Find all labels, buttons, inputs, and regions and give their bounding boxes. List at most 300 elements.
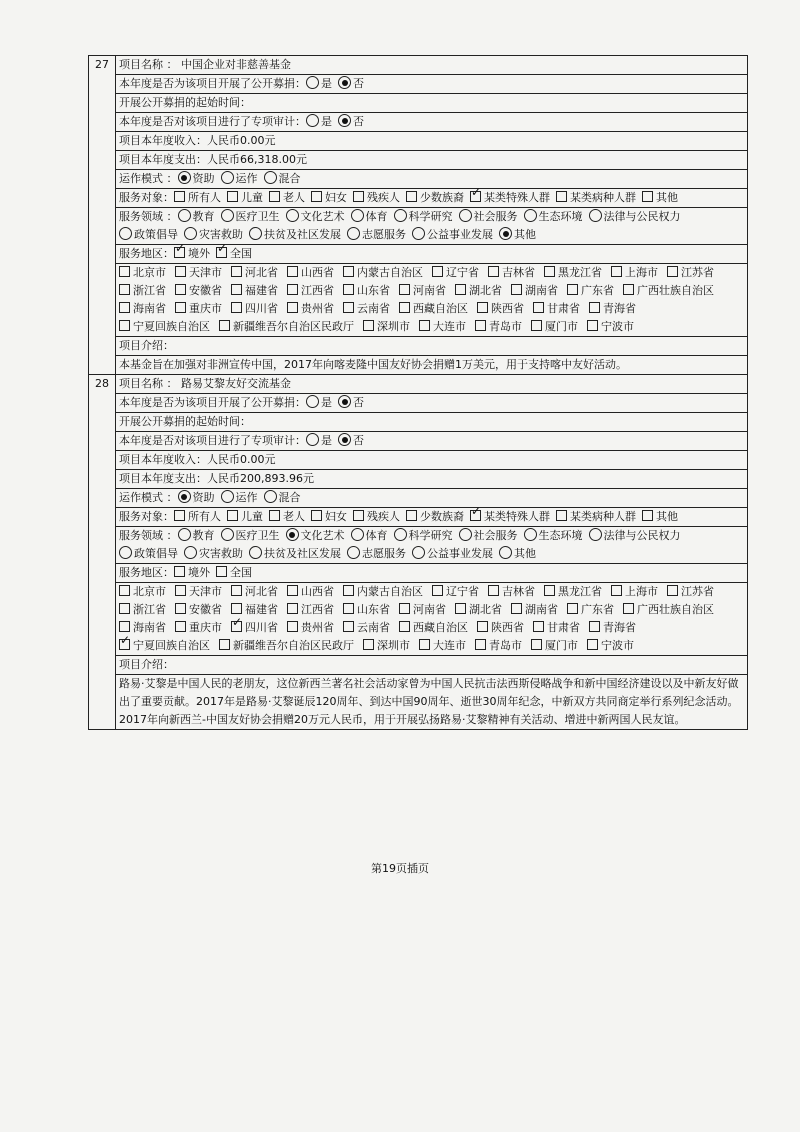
region-option-label: 甘肃省 xyxy=(547,302,580,315)
checkbox-icon xyxy=(175,266,186,277)
region-option-label: 内蒙古自治区 xyxy=(357,266,423,279)
field-option-label: 文化艺术 xyxy=(300,210,345,223)
checkbox-icon xyxy=(667,266,678,277)
region-option-label: 安徽省 xyxy=(189,284,222,297)
region-option[interactable] xyxy=(343,264,423,282)
region-option[interactable] xyxy=(432,264,479,282)
field-option-label: 公益事业发展 xyxy=(427,228,493,241)
region-option-label: 厦门市 xyxy=(545,639,578,652)
checkbox-icon xyxy=(556,510,567,521)
field-option[interactable] xyxy=(178,208,215,226)
radio-icon xyxy=(589,528,602,541)
target-option[interactable] xyxy=(227,508,263,526)
intro-label: 项目介绍： xyxy=(119,658,174,671)
region-option-label: 四川省 xyxy=(245,621,278,634)
field-option[interactable] xyxy=(412,545,493,563)
field-option[interactable] xyxy=(184,226,243,244)
region-option[interactable] xyxy=(343,601,390,619)
region-option-label: 湖北省 xyxy=(469,284,502,297)
region-option[interactable] xyxy=(611,583,658,601)
region-option[interactable] xyxy=(589,619,636,637)
region-option[interactable] xyxy=(567,282,614,300)
region-option[interactable] xyxy=(231,300,278,318)
checkbox-icon xyxy=(611,266,622,277)
region-option-label: 大连市 xyxy=(433,320,466,333)
radio-icon xyxy=(306,395,319,408)
checkbox-icon xyxy=(363,639,374,650)
region-option[interactable] xyxy=(175,619,222,637)
checkbox-icon xyxy=(589,621,600,632)
radio-icon xyxy=(221,528,234,541)
area-option[interactable] xyxy=(174,245,210,263)
checkbox-icon xyxy=(399,284,410,295)
checkbox-icon xyxy=(343,266,354,277)
checkbox-icon xyxy=(399,621,410,632)
income: 项目本年度收入：人民币0.00元 xyxy=(119,453,276,466)
record-cell xyxy=(116,432,748,451)
target-option-label: 某类特殊人群 xyxy=(484,510,550,523)
region-option-label: 陕西省 xyxy=(491,302,524,315)
region-option[interactable] xyxy=(343,583,423,601)
region-option[interactable] xyxy=(231,282,278,300)
region-option[interactable] xyxy=(667,264,714,282)
region-option-label: 广东省 xyxy=(581,284,614,297)
field-option-label: 生态环境 xyxy=(538,529,583,542)
record-cell xyxy=(116,394,748,413)
income: 项目本年度收入：人民币0.00元 xyxy=(119,134,276,147)
mode-option[interactable] xyxy=(178,170,215,188)
region-option[interactable] xyxy=(623,282,714,300)
area-option[interactable] xyxy=(174,564,210,582)
region-option-label: 湖南省 xyxy=(525,603,558,616)
checkbox-icon xyxy=(363,320,374,331)
checkbox-icon xyxy=(174,247,185,258)
target-option-label: 少数族裔 xyxy=(420,191,464,204)
checkbox-icon xyxy=(343,302,354,313)
region-option[interactable] xyxy=(419,637,466,655)
area-option[interactable] xyxy=(216,245,252,263)
region-option-label: 河南省 xyxy=(413,284,446,297)
target-option[interactable] xyxy=(269,508,305,526)
checkbox-icon xyxy=(488,266,499,277)
region-option-label: 云南省 xyxy=(357,302,390,315)
record-cell xyxy=(116,508,748,527)
fundraise-yes[interactable] xyxy=(306,75,332,93)
target-option[interactable] xyxy=(174,189,221,207)
checkbox-icon xyxy=(531,639,542,650)
mode-option[interactable] xyxy=(264,170,301,188)
region-option[interactable] xyxy=(623,601,714,619)
fundraise-yes[interactable] xyxy=(306,394,332,412)
region-option[interactable] xyxy=(587,318,634,336)
region-option-label: 广东省 xyxy=(581,603,614,616)
region-option[interactable] xyxy=(611,264,658,282)
field-option-label: 扶贫及社区发展 xyxy=(264,547,341,560)
region-option-label: 四川省 xyxy=(245,302,278,315)
checkbox-icon xyxy=(343,621,354,632)
checkbox-icon xyxy=(533,302,544,313)
checkbox-icon xyxy=(231,302,242,313)
target-option-label: 某类病种人群 xyxy=(570,510,636,523)
field-option[interactable] xyxy=(394,208,453,226)
field-option[interactable] xyxy=(119,545,178,563)
checkbox-icon xyxy=(119,284,130,295)
region-option[interactable] xyxy=(175,583,222,601)
checkbox-icon xyxy=(216,566,227,577)
target-option[interactable] xyxy=(311,189,347,207)
region-option[interactable] xyxy=(287,619,334,637)
region-option[interactable] xyxy=(544,264,602,282)
region-option[interactable] xyxy=(219,318,354,336)
field-option-label: 志愿服务 xyxy=(362,228,406,241)
field-option[interactable] xyxy=(499,226,536,244)
record-cell xyxy=(116,208,748,245)
radio-icon xyxy=(412,227,425,240)
region-option[interactable] xyxy=(343,300,390,318)
fields-label: 服务领域 ： xyxy=(119,529,178,542)
field-option-label: 文化艺术 xyxy=(300,529,345,542)
record-cell xyxy=(116,245,748,264)
field-option-label: 教育 xyxy=(192,529,215,542)
fundraise-no[interactable] xyxy=(338,75,364,93)
region-option[interactable] xyxy=(119,583,166,601)
checkbox-icon xyxy=(119,603,130,614)
audit-yes[interactable] xyxy=(306,113,332,131)
region-option[interactable] xyxy=(432,583,479,601)
region-option[interactable] xyxy=(287,282,334,300)
region-option[interactable] xyxy=(287,264,334,282)
field-option[interactable] xyxy=(347,226,406,244)
field-option[interactable] xyxy=(351,208,388,226)
region-option[interactable] xyxy=(531,318,578,336)
region-option[interactable] xyxy=(119,282,166,300)
checkbox-icon xyxy=(287,266,298,277)
field-option-label: 科学研究 xyxy=(408,529,453,542)
region-option-label: 北京市 xyxy=(133,266,166,279)
record-cell xyxy=(116,132,748,151)
region-option[interactable] xyxy=(363,318,410,336)
field-option[interactable] xyxy=(394,527,453,545)
checkbox-icon xyxy=(231,585,242,596)
field-option[interactable] xyxy=(184,545,243,563)
region-option-label: 新疆维吾尔自治区民政厅 xyxy=(233,639,354,652)
region-option[interactable] xyxy=(231,583,278,601)
region-option[interactable] xyxy=(477,300,524,318)
radio-icon xyxy=(306,433,319,446)
audit-no-label: 否 xyxy=(353,115,364,128)
region-option[interactable] xyxy=(531,637,578,655)
region-option[interactable] xyxy=(175,282,222,300)
target-option[interactable] xyxy=(353,508,400,526)
radio-icon xyxy=(347,227,360,240)
region-option[interactable] xyxy=(363,637,410,655)
record-cell xyxy=(116,489,748,508)
region-option-label: 青岛市 xyxy=(489,639,522,652)
audit-no[interactable] xyxy=(338,432,364,450)
region-option[interactable] xyxy=(544,583,602,601)
region-option[interactable] xyxy=(119,300,166,318)
region-option[interactable] xyxy=(119,601,166,619)
fundraise-yes-label: 是 xyxy=(321,396,332,409)
report-sheet xyxy=(88,55,748,730)
checkbox-icon xyxy=(343,284,354,295)
region-option[interactable] xyxy=(287,300,334,318)
record-cell xyxy=(116,470,748,489)
fundraise-start: 开展公开募捐的起始时间： xyxy=(119,96,251,109)
region-option-label: 宁波市 xyxy=(601,639,634,652)
target-option[interactable] xyxy=(556,508,636,526)
record-cell xyxy=(116,375,748,394)
checkbox-icon xyxy=(175,621,186,632)
record-cell xyxy=(116,75,748,94)
field-option[interactable] xyxy=(286,208,345,226)
radio-icon xyxy=(178,490,191,503)
field-option[interactable] xyxy=(499,545,536,563)
checkbox-icon xyxy=(642,191,653,202)
target-option-label: 残疾人 xyxy=(367,191,400,204)
checkbox-icon xyxy=(455,603,466,614)
field-option-label: 体育 xyxy=(365,529,388,542)
region-option-label: 厦门市 xyxy=(545,320,578,333)
field-option[interactable] xyxy=(459,208,518,226)
region-option[interactable] xyxy=(399,282,446,300)
field-option[interactable] xyxy=(119,226,178,244)
checkbox-icon xyxy=(475,639,486,650)
field-option-label: 教育 xyxy=(192,210,215,223)
region-option[interactable] xyxy=(567,601,614,619)
checkbox-icon xyxy=(119,302,130,313)
region-option-label: 江西省 xyxy=(301,284,334,297)
field-option[interactable] xyxy=(459,527,518,545)
record-cell xyxy=(116,113,748,132)
region-option-label: 广西壮族自治区 xyxy=(637,603,714,616)
checkbox-icon xyxy=(477,302,488,313)
region-option-label: 河北省 xyxy=(245,266,278,279)
target-option[interactable] xyxy=(556,189,636,207)
targets-label: 服务对象： xyxy=(119,510,174,523)
area-label: 服务地区： xyxy=(119,247,174,260)
checkbox-icon xyxy=(587,320,598,331)
radio-icon xyxy=(306,76,319,89)
field-option[interactable] xyxy=(249,545,341,563)
region-option[interactable] xyxy=(455,601,502,619)
radio-icon xyxy=(338,395,351,408)
region-option[interactable] xyxy=(231,619,278,637)
region-option[interactable] xyxy=(488,264,535,282)
target-option-label: 某类病种人群 xyxy=(570,191,636,204)
region-option-label: 辽宁省 xyxy=(446,266,479,279)
radio-icon xyxy=(119,546,132,559)
fields-label: 服务领域 ： xyxy=(119,210,178,223)
radio-icon xyxy=(499,227,512,240)
region-option-label: 重庆市 xyxy=(189,621,222,634)
target-option[interactable] xyxy=(642,189,678,207)
radio-icon xyxy=(178,171,191,184)
region-list xyxy=(119,583,744,655)
target-option[interactable] xyxy=(470,189,550,207)
checkbox-icon xyxy=(623,603,634,614)
checkbox-icon xyxy=(119,266,130,277)
mode-option[interactable] xyxy=(264,489,301,507)
checkbox-icon xyxy=(219,639,230,650)
audit-question: 本年度是否对该项目进行了专项审计： xyxy=(119,434,306,447)
field-option[interactable] xyxy=(351,527,388,545)
region-option[interactable] xyxy=(511,601,558,619)
checkbox-icon xyxy=(287,302,298,313)
fundraise-question: 本年度是否为该项目开展了公开募捐： xyxy=(119,77,306,90)
region-option[interactable] xyxy=(477,619,524,637)
field-option[interactable] xyxy=(589,208,681,226)
target-option[interactable] xyxy=(406,189,464,207)
target-option[interactable] xyxy=(353,189,400,207)
field-option[interactable] xyxy=(589,527,681,545)
radio-icon xyxy=(221,209,234,222)
project-intro: 本基金旨在加强对非洲宣传中国，2017年向喀麦隆中国友好协会捐赠1万美元，用于支持喀中友好活动。 xyxy=(119,358,627,371)
region-option[interactable] xyxy=(455,282,502,300)
mode-option[interactable] xyxy=(221,170,258,188)
region-option-label: 山西省 xyxy=(301,585,334,598)
region-option-label: 青海省 xyxy=(603,621,636,634)
region-option[interactable] xyxy=(511,282,558,300)
field-option[interactable] xyxy=(524,527,583,545)
region-option[interactable] xyxy=(175,300,222,318)
target-option[interactable] xyxy=(227,189,263,207)
project-name: 中国企业对非慈善基金 xyxy=(181,58,291,71)
region-option[interactable] xyxy=(475,318,522,336)
audit-yes[interactable] xyxy=(306,432,332,450)
target-option[interactable] xyxy=(470,508,550,526)
region-option[interactable] xyxy=(533,619,580,637)
project-table xyxy=(88,55,748,730)
mode-option-label: 运作 xyxy=(235,491,258,504)
region-option-label: 天津市 xyxy=(189,266,222,279)
field-option-label: 医疗卫生 xyxy=(235,210,280,223)
record-cell xyxy=(116,451,748,470)
area-option[interactable] xyxy=(216,564,252,582)
checkbox-icon xyxy=(611,585,622,596)
region-option[interactable] xyxy=(419,318,466,336)
target-option[interactable] xyxy=(174,508,221,526)
region-option[interactable] xyxy=(475,637,522,655)
region-option-label: 陕西省 xyxy=(491,621,524,634)
region-option[interactable] xyxy=(587,637,634,655)
target-option-label: 其他 xyxy=(656,191,678,204)
mode-option[interactable] xyxy=(221,489,258,507)
field-option[interactable] xyxy=(178,527,215,545)
field-option[interactable] xyxy=(286,527,345,545)
field-option-label: 生态环境 xyxy=(538,210,583,223)
project-intro: 路易·艾黎是中国人民的老朋友，这位新西兰著名社会活动家曾为中国人民抗击法西斯侵略战争和新中国经济建设以及中新友好做出了重要贡献。2017年是路易·艾黎诞辰120周年、到达中国90周年、逝世30周年纪念，中新双方共同商定举行系列纪念活动。2017年向新西兰-中国友好协会捐赠20万元人民币，用于开展弘扬路易·艾黎精神有关活动、增进中新两国人民友谊。 xyxy=(119,677,739,726)
region-option[interactable] xyxy=(667,583,714,601)
record-cell xyxy=(116,675,748,730)
radio-icon xyxy=(286,528,299,541)
field-option-label: 灾害救助 xyxy=(199,547,243,560)
field-option-label: 灾害救助 xyxy=(199,228,243,241)
region-option[interactable] xyxy=(488,583,535,601)
checkbox-icon xyxy=(406,191,417,202)
region-option[interactable] xyxy=(343,619,390,637)
field-option-label: 扶贫及社区发展 xyxy=(264,228,341,241)
region-option-label: 天津市 xyxy=(189,585,222,598)
audit-no[interactable] xyxy=(338,113,364,131)
checkbox-icon xyxy=(311,510,322,521)
region-option-label: 大连市 xyxy=(433,639,466,652)
field-option[interactable] xyxy=(412,226,493,244)
field-option[interactable] xyxy=(524,208,583,226)
region-option-label: 湖南省 xyxy=(525,284,558,297)
region-option[interactable] xyxy=(231,264,278,282)
fundraise-start: 开展公开募捐的起始时间： xyxy=(119,415,251,428)
target-option[interactable] xyxy=(406,508,464,526)
checkbox-icon xyxy=(419,639,430,650)
checkbox-icon xyxy=(311,191,322,202)
region-option[interactable] xyxy=(399,300,468,318)
target-option[interactable] xyxy=(311,508,347,526)
region-option[interactable] xyxy=(287,601,334,619)
region-list xyxy=(119,264,744,336)
radio-icon xyxy=(264,171,277,184)
checkbox-icon xyxy=(544,585,555,596)
checkbox-icon xyxy=(488,585,499,596)
region-option-label: 黑龙江省 xyxy=(558,585,602,598)
field-option[interactable] xyxy=(347,545,406,563)
region-option[interactable] xyxy=(119,264,166,282)
radio-icon xyxy=(351,209,364,222)
field-option[interactable] xyxy=(221,527,280,545)
region-option-label: 吉林省 xyxy=(502,266,535,279)
target-option-label: 老人 xyxy=(283,510,305,523)
radio-icon xyxy=(338,114,351,127)
region-option[interactable] xyxy=(175,601,222,619)
radio-icon xyxy=(589,209,602,222)
region-option[interactable] xyxy=(533,300,580,318)
region-option[interactable] xyxy=(119,318,210,336)
audit-yes-label: 是 xyxy=(321,434,332,447)
region-option[interactable] xyxy=(175,264,222,282)
target-option[interactable] xyxy=(269,189,305,207)
checkbox-icon xyxy=(227,191,238,202)
region-option[interactable] xyxy=(399,619,468,637)
field-option-label: 其他 xyxy=(514,228,536,241)
target-option[interactable] xyxy=(642,508,678,526)
field-option[interactable] xyxy=(249,226,341,244)
field-option-label: 社会服务 xyxy=(473,210,518,223)
region-option[interactable] xyxy=(399,601,446,619)
field-option[interactable] xyxy=(221,208,280,226)
checkbox-icon xyxy=(399,603,410,614)
fundraise-no[interactable] xyxy=(338,394,364,412)
mode-option[interactable] xyxy=(178,489,215,507)
radio-icon xyxy=(338,433,351,446)
checkbox-icon xyxy=(231,284,242,295)
region-option[interactable] xyxy=(119,637,210,655)
target-option-label: 儿童 xyxy=(241,191,263,204)
expense: 项目本年度支出：人民币200,893.96元 xyxy=(119,472,314,485)
region-option[interactable] xyxy=(589,300,636,318)
region-option[interactable] xyxy=(287,583,334,601)
region-option-label: 山东省 xyxy=(357,603,390,616)
radio-icon xyxy=(221,171,234,184)
radio-icon xyxy=(184,546,197,559)
region-option[interactable] xyxy=(343,282,390,300)
region-option[interactable] xyxy=(219,637,354,655)
fundraise-question: 本年度是否为该项目开展了公开募捐： xyxy=(119,396,306,409)
record-cell xyxy=(116,337,748,356)
region-option-label: 浙江省 xyxy=(133,284,166,297)
checkbox-icon xyxy=(216,247,227,258)
record-cell xyxy=(116,356,748,375)
area-option-label: 境外 xyxy=(188,566,210,579)
